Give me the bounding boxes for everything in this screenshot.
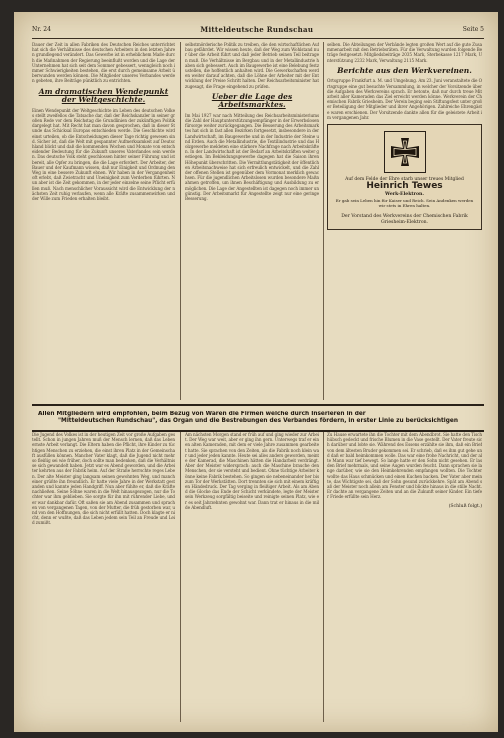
article-text: Dauer der Zeit in allen Fabriken des Deutschen Reiches unterrichtet hat sich die Verhältnisse des deutschen Arbeiters in den letzten Jahren grundlegend verändert. Das Gewerbe ist in erheblichem Maße durch die Maßnahmen der Regierung beeinflußt worden und die Lage der Unternehmen hat sich seit dem Sommer gebessert, wenngleich noch immer Schwierigkeiten bestehen, die erst durch gemeinsame Arbeit überwunden werden können. Die Mitglieder unseres Verbandes werden gebeten, ihre Beiträge pünktlich zu entrichten.: [32, 42, 175, 84]
notice-description: Er gab sein Leben hin für Kaiser und Reich. Sein Andenken werden wir stets in Ehren halten.: [335, 197, 474, 208]
article-text: Einen Wendepunkt der Weltgeschichte im Leben des deutschen Volkes stellt zweifellos die Tatsache dar, daß der Reichskanzler in seiner großen Rede vor dem Reichstag die Grundlinien der zukünftigen Politik dargelegt hat. Mit Recht hat man davon gesprochen, daß in dieser Stunde das Schicksal Europas entschieden werde. Die Geschichte wird einst urteilen, ob die Entscheidungen dieser Tage richtig gewesen sind. Sicher ist, daß die Welt mit gespannter Aufmerksamkeit auf Deutschland blickt und daß die kommenden Wochen und Monate von entscheidender Bedeutung für die Zukunft unseres Vaterlandes sein werden. Das deutsche Volk steht geschlossen hinter seiner Führung und ist bereit, alle Opfer zu bringen, die die Lage erfordert. Der Arbeiter, der Bauer und der Kaufmann wissen, daß nur Einigkeit und Ordnung den Weg in eine bessere Zukunft ebnen. Wir haben in der Vergangenheit oft erlebt, daß Zwietracht und Uneinigkeit zum Verderben führten. Nun aber ist die Zeit gekommen, in der jeder einzelne seine Pflicht erfüllen muß. Nach menschlicher Voraussicht wird die Entwicklung der nächsten Zeit ruhig verlaufen, wenn alle Kräfte zusammenwirken und der Wille zum Frieden erhalten bleibt.: [32, 107, 175, 202]
notice-subtitle: Werk-Elektron.: [385, 191, 424, 197]
column-6: [327, 432, 482, 724]
article-heading: Berichte aus den Werkvereinen.: [337, 65, 472, 75]
column-4: [32, 432, 175, 724]
notice-name: Heinrich Tewes: [366, 181, 443, 192]
article-text: Im Mai 1927 war nach Mitteilung des Reichsarbeitsministeriums die Zahl der Hauptunterstützungsempfänger in der Erwerbslosenfürsorge weiter zurückgegangen. Die Besserung des Arbeitsmarktes hat sich in fast allen Bezirken fortgesetzt, insbesondere in der Landwirtschaft, im Baugewerbe und in der Industrie der Steine und Erden. Auch die Metallindustrie, die Textilindustrie und das Holzgewerbe meldeten eine stärkere Nachfrage nach Arbeitskräften. In der Landwirtschaft ist der Bedarf an Arbeitskräften weiter gestiegen. Im Bekleidungsgewerbe dagegen hat die Saison ihren Höhepunkt überschritten. Die Vermittlungstätigkeit der öffentlichen Arbeitsnachweise hat sich erfreulich entwickelt, und die Zahl der offenen Stellen ist gegenüber dem Vormonat merklich gewachsen. Für die jugendlichen Arbeitslosen wurden besondere Maßnahmen getroffen, um ihnen Beschäftigung und Ausbildung zu ermöglichen. Die Lage der Angestellten ist dagegen noch immer ungünstig. Der Arbeitsmarkt für Angestellte zeigt nur eine geringe Besserung.: [185, 112, 319, 202]
story-text: Zu Hause erwartete ihn die Tochter mit dem Abendbrot. Sie hatte den Tisch hübsch gedeckt und frische Blumen in die Vase gestellt. Der Vater freute sich darüber und lobte sie. Während des Essens erzählte sie ihm, daß ein Brief von dem ältesten Bruder gekommen sei. Er schrieb, daß es ihm gut gehe und daß er bald heimkommen wolle. Das war eine frohe Nachricht, und der alte Mann war tief bewegt. So lange hatte er den Sohn nicht gesehen. Er las den Brief mehrmals, und seine Augen wurden feucht. Dann sprachen sie lange darüber, wie sie den Heimkehrenden empfangen wollten. Die Tochter wollte das Haus schmücken und einen Kuchen backen. Der Vater aber meinte, das Wichtigste sei, daß der Sohn gesund zurückkehre. Spät am Abend saß der Meister noch allein am Fenster und blickte hinaus in die stille Nacht. Er dachte an vergangene Zeiten und an die Zukunft seiner Kinder. Ein tiefer Friede erfüllte sein Herz.: [327, 432, 482, 500]
header-rule: [32, 38, 484, 39]
continuation-note: (Schluß folgt.): [448, 503, 482, 509]
article-heading: Am dramatischen Wendepunkt der Weltgeschichte.: [38, 86, 169, 105]
member-notice-banner: [32, 404, 484, 432]
story-text: Am nächsten Morgen stand er früh auf und ging wieder zur Arbeit. Der Weg war weit, aber er ging ihn gern. Unterwegs traf er einen alten Kameraden, mit dem er viele Jahre zusammen gearbeitet hatte. Sie sprachen von den Zeiten, als die Fabrik noch klein war und jeder jeden kannte. Heute sei alles anders geworden, meinte der Kamerad, die Maschinen hätten die Handarbeit verdrängt. Aber der Meister widersprach: auch die Maschine brauche den Menschen, der sie versteht und bedient. Ohne tüchtige Arbeiter könne keine Fabrik bestehen. So gingen sie nebeneinander her bis zum Tor der Werkstätten. Dort trennten sie sich mit einem kräftigen Händedruck. Der Tag verging in fleißiger Arbeit. Als am Abend die Glocke das Ende der Schicht verkündete, legte der Meister sein Werkzeug sorgfältig beiseite und reinigte seinen Platz, wie er es seit Jahrzehnten gewohnt war. Dann trat er hinaus in die milde Abendluft.: [185, 432, 319, 510]
article-text: selben. Die Abteilungen der Verbände legten großen Wert auf die gute Zusammenarbeit mit den Betriebsräten. Für die Verwaltung wurden folgende Beträge festgesetzt: Mitgliedsbeiträge 2035 Mark, Sterbekasse 1217 Mark, Unterstützung 2232 Mark, Verwaltung 2115 Mark.: [327, 42, 482, 63]
article-text: Ortsgruppe Frankfurt a. M. und Umgebung. Am 23. Juni veranstaltete die Ortsgruppe eine gut besuchte Versammlung, in welcher der Vorsitzende über die Aufgaben des Werkvereins sprach. Er betonte, daß nur durch treue Mitarbeit aller Kameraden das Ziel erreicht werden könne. Werkverein der Chemischen Fabrik Griesheim. Der Verein beging sein Stiftungsfest unter großer Beteiligung der Mitglieder und ihrer Angehörigen. Zahlreiche Ehrengäste waren erschienen. Der Vorsitzende dankte allen für die geleistete Arbeit im vergangenen Jahr.: [327, 78, 482, 120]
column-divider: [180, 432, 181, 722]
story-text: Die Jugend des Volkes ist in der heutigen Zeit vor große Aufgaben gestellt. Schon in jungen Jahren muß der Mensch lernen, daß das Leben ernste Arbeit verlangt. Die Eltern haben die Pflicht, ihre Kinder zu tüchtigen Menschen zu erziehen, die einst ihren Platz in der Gemeinschaft ausfüllen können. Mancher Vater klagt, daß die Jugend nicht mehr so fleißig sei wie früher, doch sollte man bedenken, daß die Verhältnisse sich gewandelt haben. Jetzt war es Abend geworden, und die Arbeiter kehrten aus der Fabrik heim. Auf der Straße herrschte reges Leben. Der alte Meister ging langsam seinen gewohnten Weg, und manch einer grüßte ihn freundlich. Er hatte viele Jahre in der Werkstatt gestanden und kannte jeden Handgriff. Nun aber fühlte er, daß die Kräfte nachließen. Seine Söhne waren in die Welt hinausgezogen, nur die Tochter war ihm geblieben. Sie sorgte für ihn mit rührender Liebe, und er war dankbar dafür. Oft saßen sie am Abend zusammen und sprachen von vergangenen Tagen, von der Mutter, die früh gestorben war, und von den Hoffnungen, die sich nicht erfüllt hatten. Doch klagte er nicht, denn er wußte, daß das Leben jedem sein Teil an Freude und Leid zumißt.: [32, 432, 175, 526]
banner-line-1: Allen Mitgliedern wird empfohlen, beim Bezug von Waren die Firmen welche durch Inserieren in der: [38, 410, 366, 417]
notice-footer: Der Vorstand des Werkvereins der Chemischen Fabrik Griesheim-Elektron.: [341, 214, 468, 225]
column-1: [32, 42, 175, 400]
page-header: [32, 22, 484, 36]
column-divider: [323, 42, 324, 400]
column-2: [185, 42, 319, 400]
notice-caption: Auf dem Felde der Ehre starb unser treues Mitglied: [345, 176, 464, 182]
column-divider: [323, 432, 324, 722]
newspaper-page: [14, 12, 498, 732]
column-divider: [180, 42, 181, 400]
iron-cross-icon: [384, 131, 426, 173]
page-number-right: Seite 5: [462, 25, 484, 33]
article-heading: Ueber die Lage des Arbeitsmarktes.: [211, 91, 293, 110]
column-3: [327, 42, 482, 400]
banner-line-2: "Mitteldeutschen Rundschau", das Organ und die Bestrebungen des Verbandes fördern, in erster Linie zu berücksichtigen: [58, 418, 458, 424]
masthead-title: Mitteldeutsche Rundschau: [200, 24, 314, 34]
article-text: selbstmörderische Politik zu treiben, die den wirtschaftlichen Aufbau gefährdet. Wir wissen heute, daß der Weg zum Wohlstand nur über die Arbeit führt und daß jeder Betrieb seinen Teil beitragen muß. Die Verhältnisse im Bergbau und in der Metallindustrie haben sich gebessert. Auch im Baugewerbe ist eine Belebung festzustellen, die hoffentlich anhalten wird. Die Gewerkschaften werden weiter darauf achten, daß die Löhne der Arbeiter mit der Entwicklung der Preise Schritt halten. Der Reichsarbeitsminister hat zugesagt, die Frage eingehend zu prüfen.: [185, 42, 319, 89]
column-5: [185, 432, 319, 724]
memorial-notice: [327, 124, 482, 230]
page-number-left: Nr. 24: [32, 25, 51, 33]
